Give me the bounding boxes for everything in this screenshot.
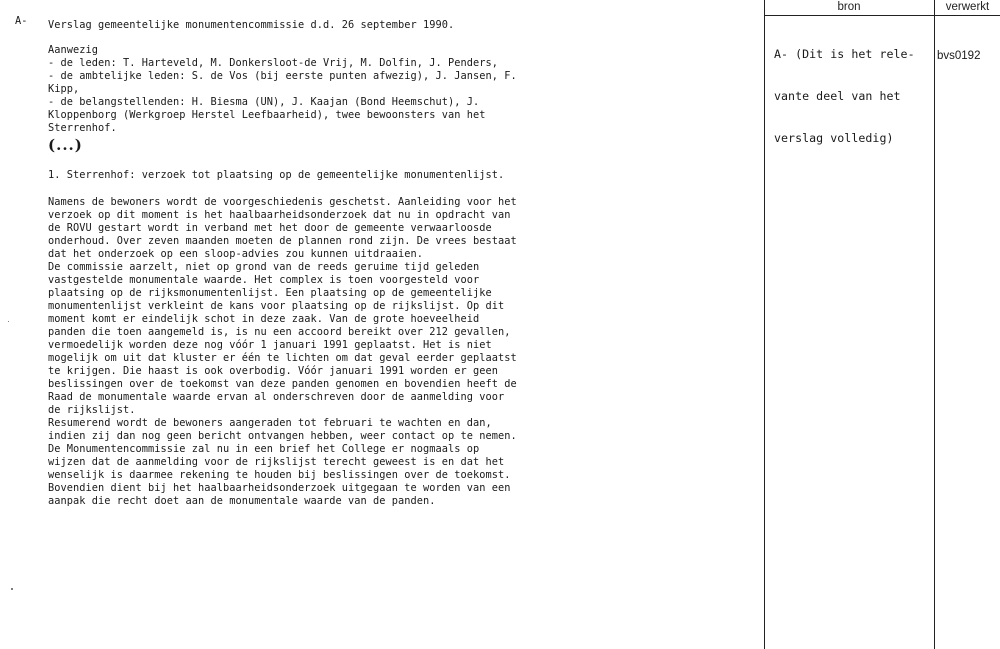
- bron-note-line: vante deel van het: [774, 89, 901, 103]
- source-table: [764, 0, 1000, 649]
- body-line: wenselijk is daarmee rekening te houden bij beslissingen over de toekomst.: [48, 469, 511, 481]
- margin-mark: A-: [15, 15, 28, 27]
- table-border-left: [764, 0, 765, 649]
- body-line: mogelijk om uit dat kluster er één te lichten om dat geval eerder geplaatst: [48, 352, 517, 364]
- body-line: te krijgen. Die haast is ook overbodig. Vóór januari 1991 worden er geen: [48, 365, 498, 377]
- attendance-line: Sterrenhof.: [48, 122, 117, 134]
- body-line: De Monumentencommissie zal nu in een brief het College er nogmaals op: [48, 443, 480, 455]
- body-line: moment komt er eindelijk schot in deze zaak. Van de grote hoeveelheid: [48, 313, 480, 325]
- attendance-line: Aanwezig: [48, 44, 98, 56]
- body-line: dat het onderzoek op een sloop-advies zou kunnen uitdraaien.: [48, 248, 423, 260]
- attendance-line: Kloppenborg (Werkgroep Herstel Leefbaarheid), twee bewoonsters van het: [48, 109, 486, 121]
- body-line: Namens de bewoners wordt de voorgeschiedenis geschetst. Aanleiding voor het: [48, 196, 517, 208]
- document-title: Verslag gemeentelijke monumentencommissie d.d. 26 september 1990.: [48, 19, 455, 31]
- table-column-divider: [934, 0, 935, 649]
- body-line: vermoedelijk worden deze nog vóór 1 januari 1991 geplaatst. Het is niet: [48, 339, 492, 351]
- table-header-rule: [764, 15, 1000, 16]
- body-line: verzoek op dit moment is het haalbaarheidsonderzoek dat nu in opdracht van: [48, 209, 511, 221]
- body-line: Resumerend wordt de bewoners aangeraden tot februari te wachten en dan,: [48, 417, 492, 429]
- body-line: De commissie aarzelt, niet op grond van de reeds geruime tijd geleden: [48, 261, 480, 273]
- body-line: panden die toen aangemeld is, is nu een accoord bereikt over 212 gevallen,: [48, 326, 511, 338]
- handwritten-ellipsis: (...): [48, 136, 83, 154]
- bron-note-line: verslag volledig): [774, 131, 894, 145]
- body-line: indien zij dan nog geen bericht ontvangen hebben, weer contact op te nemen.: [48, 430, 517, 442]
- body-line: Raad de monumentale waarde ervan al onderschreven door de aanmelding voor: [48, 391, 505, 403]
- body-line: aanpak die recht doet aan de monumentale waarde van de panden.: [48, 495, 436, 507]
- body-line: monumentenlijst verkleint de kans voor plaatsing op de rijkslijst. Op dit: [48, 300, 505, 312]
- body-line: de ROVU gestart wordt in verband met het door de gemeente verwaarloosde: [48, 222, 492, 234]
- agenda-item-body: [48, 196, 758, 508]
- body-line: vastgestelde monumentale waarde. Het complex is toen voorgesteld voor: [48, 274, 480, 286]
- bron-note: [774, 19, 915, 173]
- attendance-line: - de belangstellenden: H. Biesma (UN), J. Kaajan (Bond Heemschut), J.: [48, 96, 480, 108]
- body-line: de rijkslijst.: [48, 404, 136, 416]
- attendance-line: Kipp,: [48, 83, 80, 95]
- column-header-bron: bron: [837, 1, 861, 13]
- body-line: wijzen dat de aanmelding voor de rijkslijst terecht geweest is en dat het: [48, 456, 505, 468]
- body-line: plaatsing op de rijksmonumentenlijst. Een plaatsing op de gemeentelijke: [48, 287, 492, 299]
- bron-note-line: A- (Dit is het rele-: [774, 47, 915, 61]
- body-line: beslissingen over de toekomst van deze panden genomen en bovendien heeft de: [48, 378, 517, 390]
- scan-speck: [11, 588, 13, 590]
- scan-speck: [8, 321, 9, 322]
- attendance-line: - de ambtelijke leden: S. de Vos (bij eerste punten afwezig), J. Jansen, F.: [48, 70, 517, 82]
- body-line: Bovendien dient bij het haalbaarheidsonderzoek uitgegaan te worden van een: [48, 482, 511, 494]
- body-line: onderhoud. Over zeven maanden moeten de plannen rond zijn. De vrees bestaat: [48, 235, 517, 247]
- minutes-document: [48, 19, 758, 508]
- attendance-block: [48, 44, 758, 135]
- agenda-item-heading: 1. Sterrenhof: verzoek tot plaatsing op de gemeentelijke monumentenlijst.: [48, 169, 505, 181]
- column-header-verwerkt: verwerkt: [945, 1, 990, 13]
- verwerkt-code: bvs0192: [937, 50, 981, 62]
- attendance-line: - de leden: T. Harteveld, M. Donkersloot-de Vrij, M. Dolfin, J. Penders,: [48, 57, 498, 69]
